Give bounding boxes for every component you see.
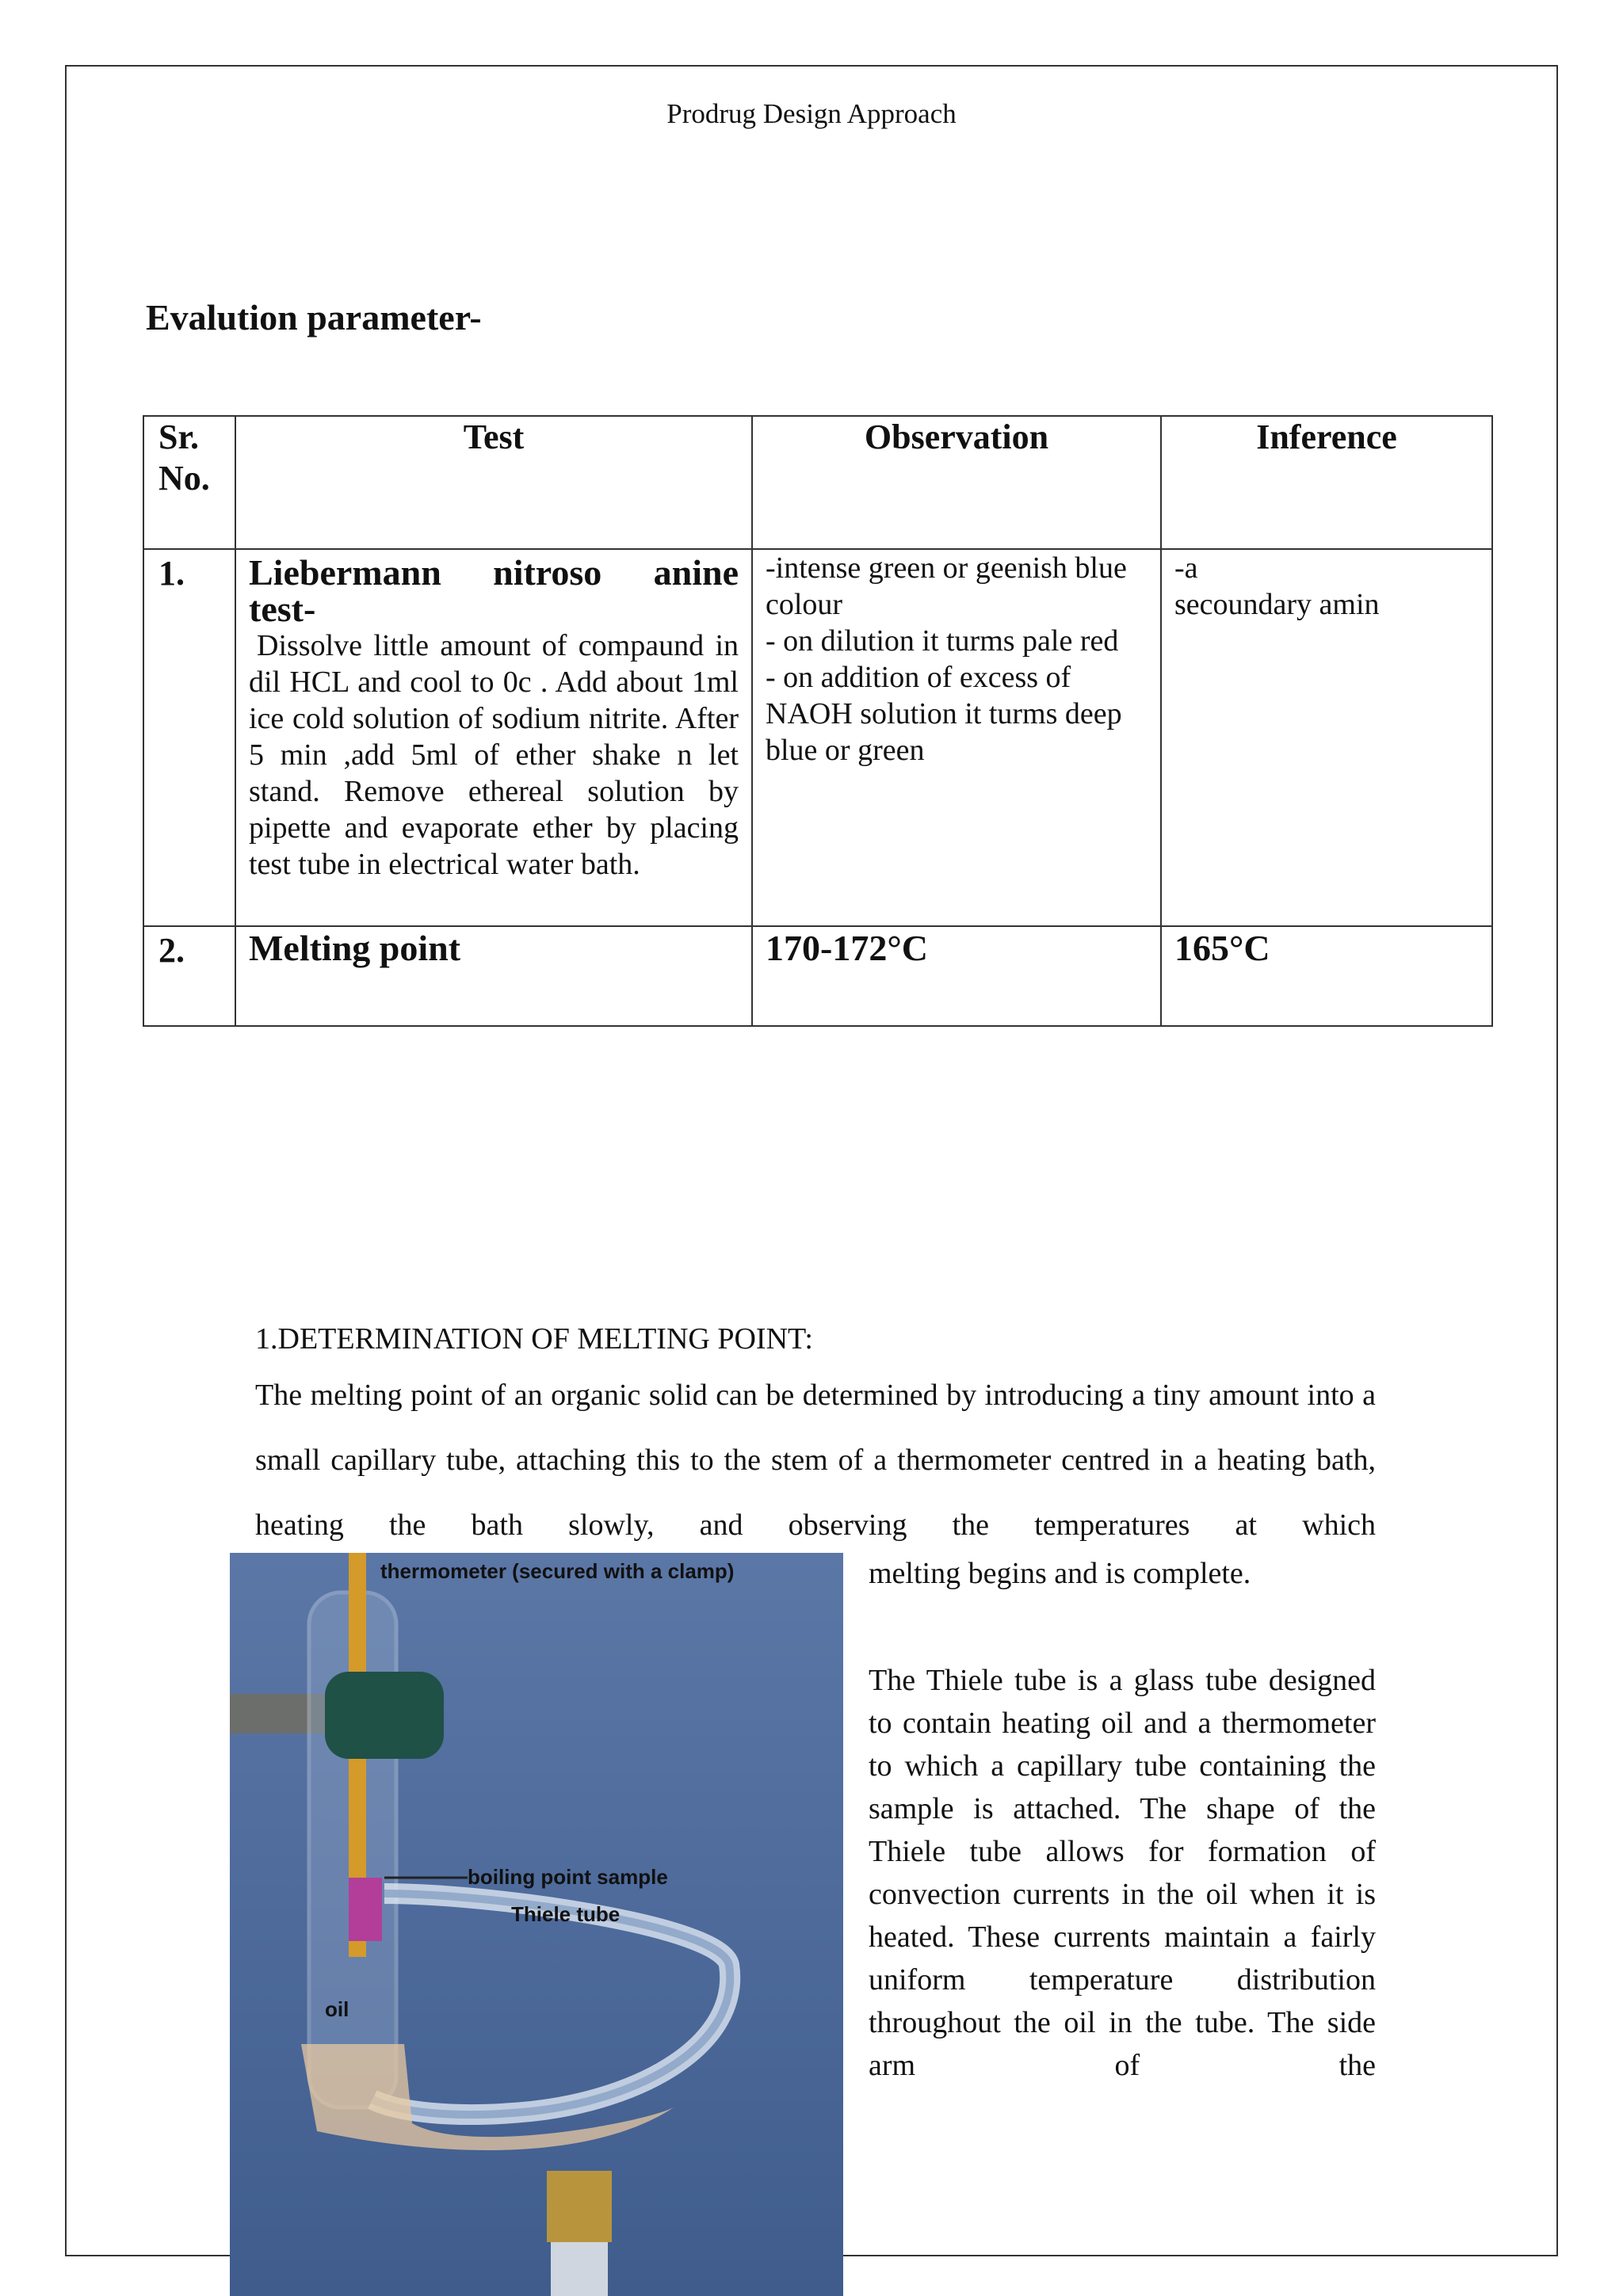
row1-test-title: Liebermann nitroso anine (249, 552, 739, 593)
thiele-side-arm (372, 1894, 730, 2115)
row1-observation-line: -intense green or geenish blue colour (766, 551, 1127, 621)
header-sr-no: Sr. No. (143, 416, 235, 549)
row2-observation: 170-172°C (766, 928, 928, 968)
table-row (143, 926, 1492, 1026)
label-thermometer: thermometer (secured with a clamp) (380, 1559, 735, 1583)
row1-sr-cell (143, 549, 235, 926)
row2-observation-cell (752, 926, 1161, 1026)
row1-test-title-cont: test- (249, 589, 316, 629)
row1-test-body: Dissolve little amount of compaund in dil HCL and cool to 0c . Add about 1ml ice cold solution of sodium nitrite. After 5 min ,add 5ml of ether shake n let stand. Remove ethereal solution by pipette and evaporate ether by placing test tube in electrical water bath. (249, 629, 739, 881)
row1-sr: 1. (158, 554, 185, 593)
thiele-tube-photo (230, 1553, 843, 2296)
page-header: Prodrug Design Approach (666, 98, 957, 129)
row1-test-cell (235, 549, 752, 926)
row1-inference-cell (1161, 549, 1492, 926)
label-sample: boiling point sample (468, 1865, 668, 1889)
table-header-row (143, 416, 1492, 549)
thiele-tube-illustration (230, 1553, 843, 2296)
label-thiele-tube: Thiele tube (511, 1902, 621, 1926)
header-observation: Observation (752, 416, 1161, 549)
row1-inference-line: secoundary amin (1174, 588, 1380, 621)
table-row (143, 549, 1492, 926)
header-inference: Inference (1161, 416, 1492, 549)
melting-point-heading: 1.DETERMINATION OF MELTING POINT: (255, 1322, 813, 1356)
clamp (325, 1672, 444, 1759)
row2-inference-cell (1161, 926, 1492, 1026)
boiling-point-sample (349, 1878, 382, 1941)
thiele-tube-paragraph: The Thiele tube is a glass tube designed to contain heating oil and a thermometer to which a capillary tube containing the sample is attached. The shape of the Thiele tube allows for formation of convection currents in the oil when it is heated. These currents maintain a fairly uniform temperature distribution throughout the oil in the tube. The side arm of the (869, 1664, 1376, 2082)
row1-observation-cell (752, 549, 1161, 926)
melting-point-paragraph-end: melting begins and is complete. (869, 1557, 1251, 1590)
label-oil: oil (325, 1997, 349, 2021)
melting-point-paragraph: The melting point of an organic solid can be determined by introducing a tiny amount into a small capillary tube, attaching this to the stem of a thermometer centred in a heating bath, heating the bath slowly, and observing the temperatures at which (255, 1379, 1376, 1542)
row1-inference-line: -a (1174, 551, 1198, 585)
row2-test-cell (235, 926, 752, 1026)
row2-test: Melting point (249, 928, 461, 968)
header-test: Test (235, 416, 752, 549)
row2-sr-cell (143, 926, 235, 1026)
row1-observation-line: - on dilution it turms pale red (766, 624, 1119, 658)
evaluation-table (143, 415, 1493, 1027)
burner-stem (551, 2242, 608, 2296)
section-title: Evalution parameter- (146, 297, 482, 338)
burner-top (547, 2171, 612, 2242)
row1-observation-line: - on addition of excess of NAOH solution it turms deep blue or green (766, 661, 1122, 767)
row2-sr: 2. (158, 931, 185, 970)
row2-inference: 165°C (1174, 928, 1270, 968)
